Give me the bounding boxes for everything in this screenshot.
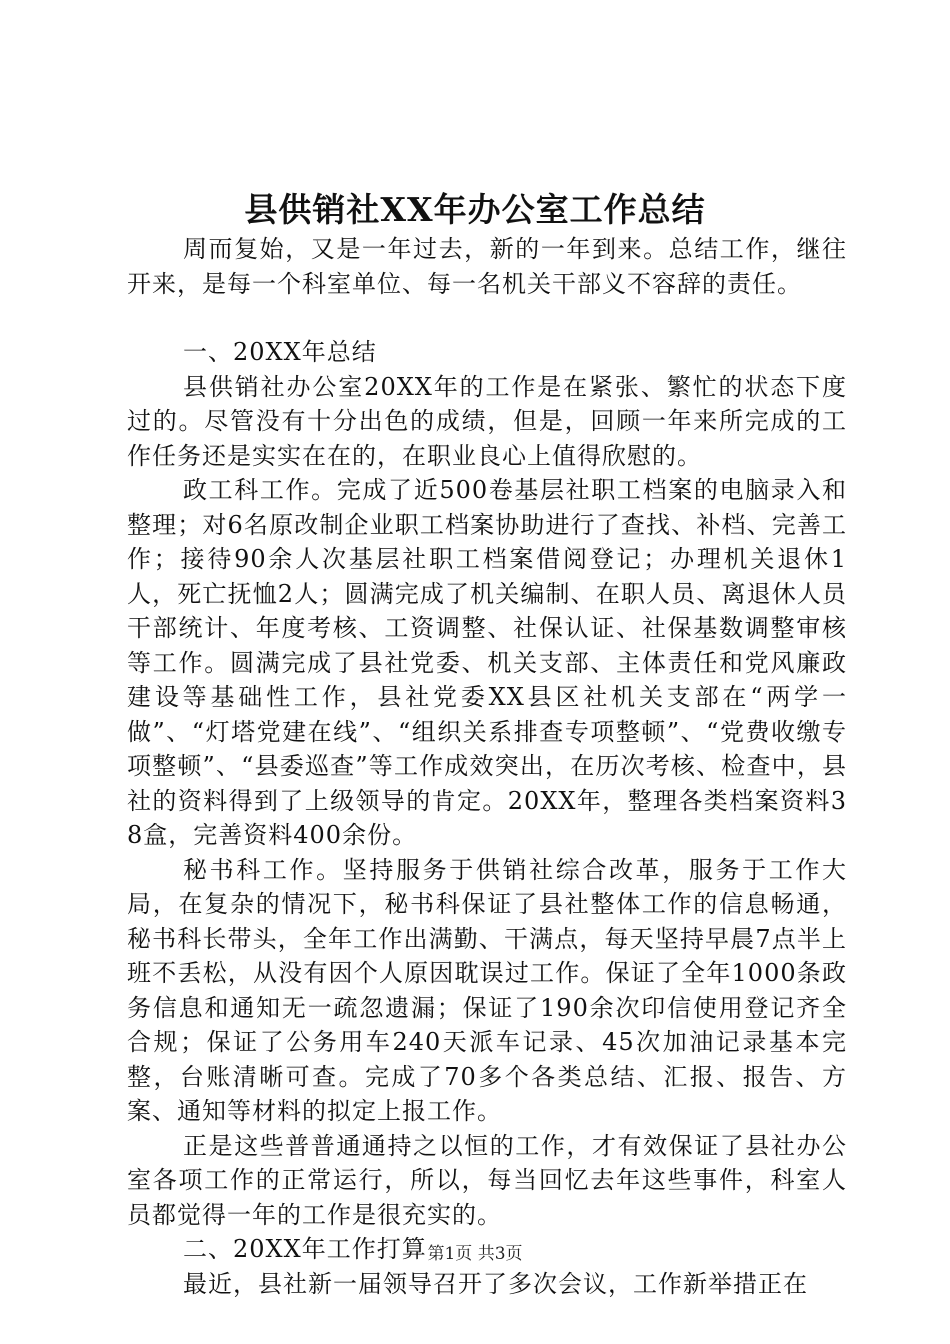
section-heading-plan: 二、20XX年工作打算 (183, 1235, 427, 1263)
intro-paragraph: 周而复始，又是一年过去，新的一年到来。总结工作，继往开来，是每一个科室单位、每一名机关干部义不容辞的责任。 (127, 235, 847, 298)
paragraph-plan-intro: 最近，县社新一届领导召开了多次会议，工作新举措正在 (183, 1269, 808, 1298)
section-heading-summary: 一、20XX年总结 (183, 338, 377, 366)
document-title: 县供销社XX年办公室工作总结 (244, 190, 706, 229)
paragraph-personnel-work: 政工科工作。完成了近500卷基层社职工档案的电脑录入和整理；对6名原改制企业职工档案协助进行了查找、补档、完善工作；接待90余人次基层社职工档案借阅登记；办理机关退休1人，死亡抚恤2人；圆满完成了机关编制、在职人员、离退休人员干部统计、年度考核、工资调整、社保认证、社保基数调整审核等工作。圆满完成了县社党委、机关支部、主体责任和党风廉政建设等基础性工作，县社党委XX县区社机关支部在“两学一做”、“灯塔党建在线”、“组织关系排查专项整顿”、“党费收缴专项整顿”、“县委巡查”等工作成效突出，在历次考核、检查中，县社的资料得到了上级领导的肯定。20XX年，整理各类档案资料38盒，完善资料400余份。 (127, 476, 847, 849)
page-number-footer: 第1页 共3页 (427, 1244, 523, 1264)
paragraph-secretariat-work: 秘书科工作。坚持服务于供销社综合改革，服务于工作大局，在复杂的情况下，秘书科保证了县社整体工作的信息畅通，秘书科长带头，全年工作出满勤、干满点，每天坚持早晨7点半上班不丢松，从没有因个人原因耽误过工作。保证了全年1000条政务信息和通知无一疏忽遗漏；保证了190余次印信使用登记齐全合规；保证了公务用车240天派车记录、45次加油记录基本完整，台账清晰可查。完成了70多个各类总结、汇报、报告、方案、通知等材料的拟定上报工作。 (127, 855, 847, 1125)
document-body (127, 232, 847, 1301)
paragraph-conclusion: 正是这些普普通通持之以恒的工作，才有效保证了县社办公室各项工作的正常运行，所以，每当回忆去年这些事件，科室人员都觉得一年的工作是很充实的。 (127, 1131, 847, 1229)
paragraph-office-overview: 县供销社办公室20XX年的工作是在紧张、繁忙的状态下度过的。尽管没有十分出色的成绩，但是，回顾一年来所完成的工作任务还是实实在在的，在职业良心上值得欣慰的。 (127, 372, 847, 470)
